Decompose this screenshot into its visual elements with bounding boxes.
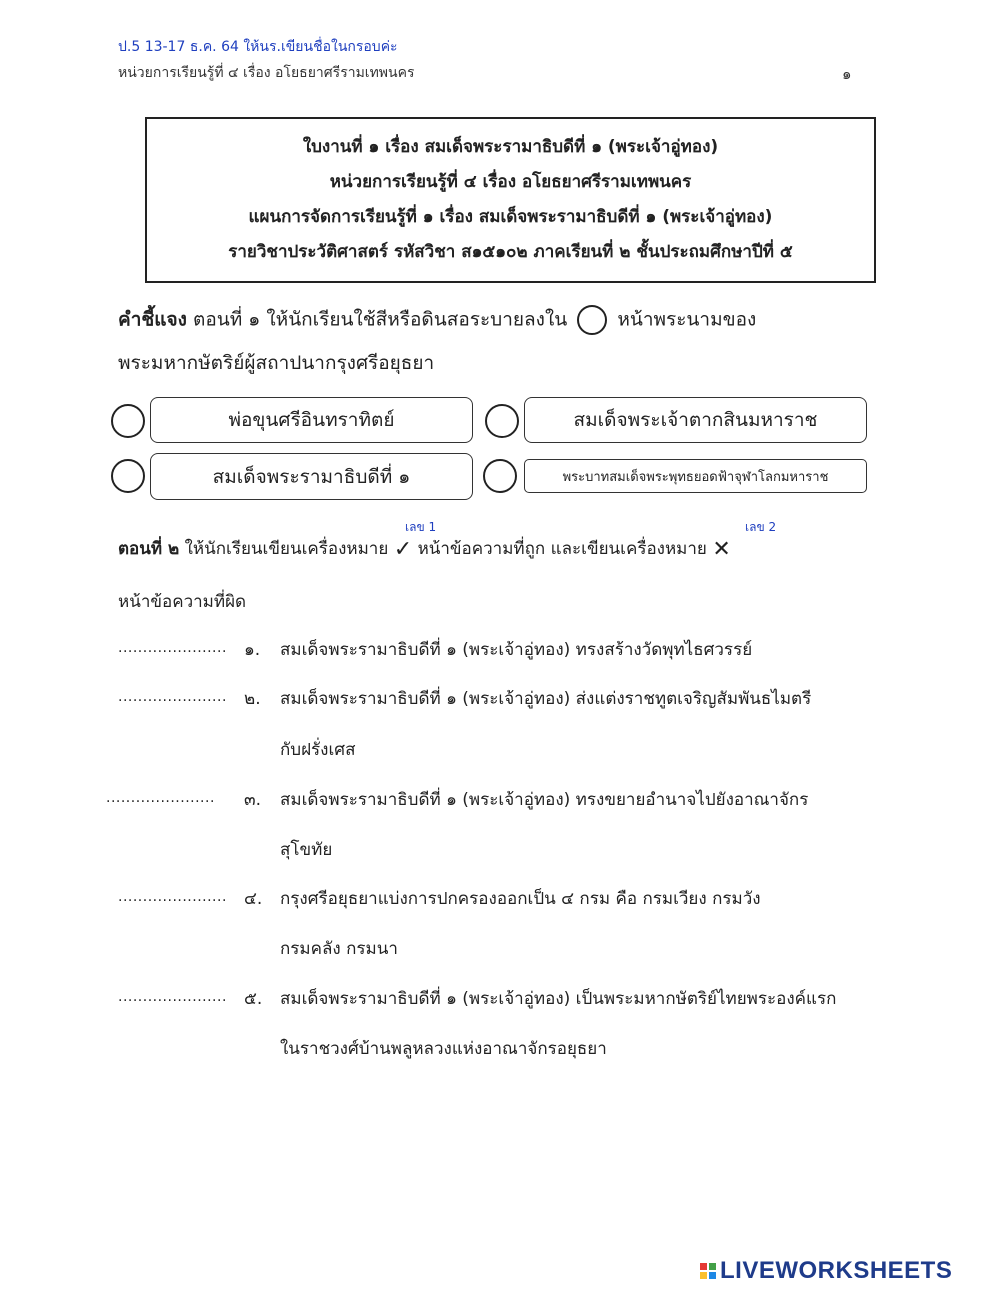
statement-5-line2: ในราชวงศ์บ้านพลูหลวงแห่งอาณาจักรอยุธยา xyxy=(280,1039,607,1059)
statement-2-line1: สมเด็จพระรามาธิบดีที่ ๑ (พระเจ้าอู่ทอง) ส่งแต่งราชทูตเจริญสัมพันธไมตรี xyxy=(280,689,812,709)
statement-5-line1: สมเด็จพระรามาธิบดีที่ ๑ (พระเจ้าอู่ทอง) เป็นพระมหากษัตริย์ไทยพระองค์แรก xyxy=(280,989,837,1009)
answer-blank-1[interactable]: ...................... xyxy=(118,640,227,656)
part1-instruction-a: ตอนที่ ๑ ให้นักเรียนใช้สีหรือดินสอระบายลงใน xyxy=(192,308,568,331)
choice-label-4: พระบาทสมเด็จพระพุทธยอดฟ้าจุฬาโลกมหาราช xyxy=(562,469,829,485)
number-label-1: เลข 1 xyxy=(405,520,437,534)
statement-1-line1: สมเด็จพระรามาธิบดีที่ ๑ (พระเจ้าอู่ทอง) ทรงสร้างวัดพุทไธศวรรย์ xyxy=(280,640,753,660)
title-box xyxy=(145,117,876,283)
answer-blank-5[interactable]: ...................... xyxy=(118,989,227,1005)
choice-box-1 xyxy=(150,397,473,443)
choice-box-4 xyxy=(524,459,867,493)
statement-4-line1: กรุงศรีอยุธยาแบ่งการปกครองออกเป็น ๔ กรม คือ กรมเวียง กรมวัง xyxy=(280,889,761,909)
brand-text: LIVEWORKSHEETS xyxy=(720,1257,953,1284)
choice-circle-1[interactable] xyxy=(111,404,145,438)
part1-label: คำชี้แจง xyxy=(118,308,187,331)
title-line-4: รายวิชาประวัติศาสตร์ รหัสวิชา ส๑๕๑๐๒ ภาคเรียนที่ ๒ ชั้นประถมศึกษาปีที่ ๕ xyxy=(228,242,793,262)
part2-instruction-line2: หน้าข้อความที่ผิด xyxy=(118,592,247,612)
choice-box-3 xyxy=(150,453,473,500)
answer-blank-3[interactable]: ...................... xyxy=(106,790,215,806)
choice-circle-4[interactable] xyxy=(483,459,517,493)
statement-3-line2: สุโขทัย xyxy=(280,840,333,860)
example-circle-icon xyxy=(577,305,607,335)
choice-label-2: สมเด็จพระเจ้าตากสินมหาราช xyxy=(573,409,818,431)
answer-blank-2[interactable]: ...................... xyxy=(118,689,227,705)
part2-instruction-a: ให้นักเรียนเขียนเครื่องหมาย xyxy=(184,539,389,559)
teacher-note: ป.5 13-17 ธ.ค. 64 ให้นร.เขียนชื่อในกรอบค่ะ xyxy=(118,39,398,55)
part2-label: ตอนที่ ๒ xyxy=(118,539,180,559)
check-mark-icon: ✓ xyxy=(393,537,413,562)
title-line-1: ใบงานที่ ๑ เรื่อง สมเด็จพระรามาธิบดีที่ ๑ (พระเจ้าอู่ทอง) xyxy=(302,137,719,157)
choice-circle-2[interactable] xyxy=(485,404,519,438)
title-line-2: หน่วยการเรียนรู้ที่ ๔ เรื่อง อโยธยาศรีรามเทพนคร xyxy=(329,172,692,192)
choice-label-1: พ่อขุนศรีอินทราทิตย์ xyxy=(228,409,395,431)
cross-mark-icon: ✕ xyxy=(712,537,731,562)
number-label-2: เลข 2 xyxy=(745,520,777,534)
statement-4-line2: กรมคลัง กรมนา xyxy=(280,939,398,959)
statement-2-line2: กับฝรั่งเศส xyxy=(280,740,356,760)
page-number: ๑ xyxy=(842,65,852,83)
statement-number-3: ๓. xyxy=(244,790,262,810)
part1-instruction-b: หน้าพระนามของ xyxy=(617,308,757,331)
statement-number-5: ๕. xyxy=(244,989,263,1009)
choice-label-3: สมเด็จพระรามาธิบดีที่ ๑ xyxy=(212,465,411,488)
liveworksheets-logo xyxy=(700,1257,952,1285)
statement-number-2: ๒. xyxy=(244,689,261,709)
statement-number-1: ๑. xyxy=(244,640,261,660)
part2-instruction xyxy=(118,535,731,562)
statement-3-line1: สมเด็จพระรามาธิบดีที่ ๑ (พระเจ้าอู่ทอง) ทรงขยายอำนาจไปยังอาณาจักร xyxy=(280,790,809,810)
statement-number-4: ๔. xyxy=(244,889,263,909)
part1-instruction-line2: พระมหากษัตริย์ผู้สถาปนากรุงศรีอยุธยา xyxy=(118,352,435,374)
choice-circle-3[interactable] xyxy=(111,459,145,493)
unit-subtitle: หน่วยการเรียนรู้ที่ ๔ เรื่อง อโยธยาศรีรามเทพนคร xyxy=(118,65,415,81)
answer-blank-4[interactable]: ...................... xyxy=(118,889,227,905)
title-line-3: แผนการจัดการเรียนรู้ที่ ๑ เรื่อง สมเด็จพระรามาธิบดีที่ ๑ (พระเจ้าอู่ทอง) xyxy=(248,207,773,227)
brand-grid-icon xyxy=(700,1263,716,1279)
part1-instruction xyxy=(118,305,756,335)
choice-box-2 xyxy=(524,397,867,443)
part2-instruction-b: หน้าข้อความที่ถูก และเขียนเครื่องหมาย xyxy=(417,539,707,559)
